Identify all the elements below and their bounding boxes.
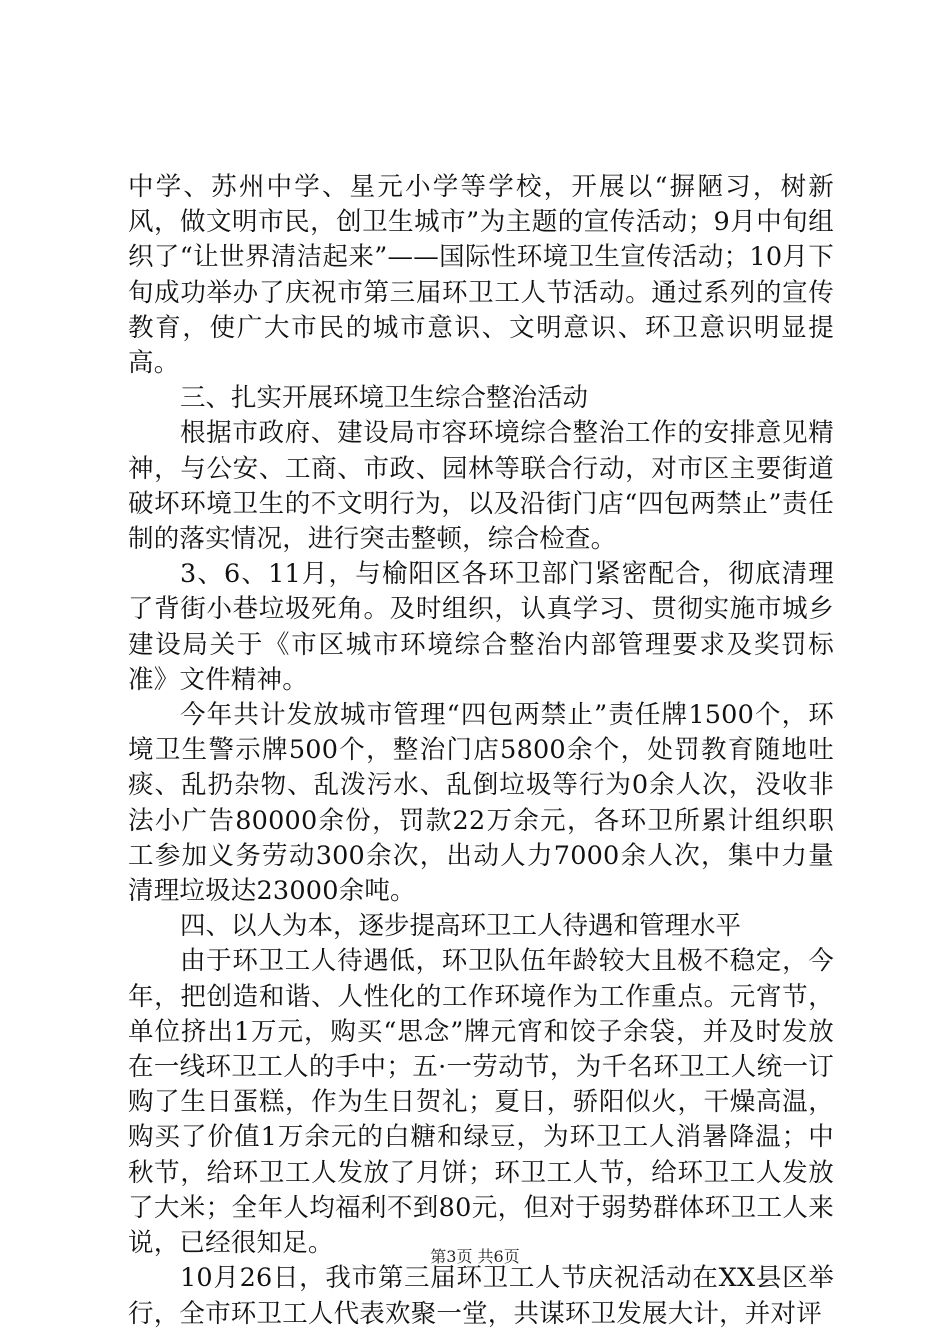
paragraph-welfare: 由于环卫工人待遇低，环卫队伍年龄较大且极不稳定，今年，把创造和谐、人性化的工作环境作为工作重点。元宵节，单位挤出1万元，购买“思念”牌元宵和饺子余袋，并及时发放在一线环卫工人的手中；五·一劳动节，为千名环卫工人统一订购了生日蛋糕，作为生日贺礼；夏日，骄阳似火，干燥高温，购买了价值1万余元的白糖和绿豆，为环卫工人消暑降温；中秋节，给环卫工人发放了月饼；环卫工人节，给环卫工人发放了大米；全年人均福利不到80元，但对于弱势群体环卫工人来说，已经很知足。 — [128, 946, 834, 1259]
paragraph-rectification: 根据市政府、建设局市容环境综合整治工作的安排意见精神，与公安、工商、市政、园林等联合行动，对市区主要街道破坏环境卫生的不文明行为，以及沿街门店“四包两禁止”责任制的落实情况，进行突击整顿，综合检查。 — [128, 418, 834, 555]
paragraph-cleanup: 3、6、11月，与榆阳区各环卫部门紧密配合，彻底清理了背街小巷垃圾死角。及时组织，认真学习、贯彻实施市城乡建设局关于《市区城市环境综合整治内部管理要求及奖罚标准》文件精神。 — [128, 559, 834, 695]
document-body — [128, 170, 834, 1332]
section-heading-four: 四、以人为本，逐步提高环卫工人待遇和管理水平 — [180, 911, 742, 942]
paragraph-festival: 10月26日，我市第三届环卫工人节庆祝活动在XX县区举行，全市环卫工人代表欢聚一堂，共谋环卫发展大计，并对评 — [128, 1263, 834, 1329]
page-number-footer: 第3页 共6页 — [430, 1247, 520, 1266]
paragraph-propaganda: 中学、苏州中学、星元小学等学校，开展以“摒陋习，树新风，做文明市民，创卫生城市”为主题的宣传活动；9月中旬组织了“让世界清洁起来”——国际性环境卫生宣传活动；10月下旬成功举办了庆祝市第三届环卫工人节活动。通过系列的宣传教育，使广大市民的城市意识、文明意识、环卫意识明显提高。 — [128, 172, 834, 379]
section-heading-three: 三、扎实开展环境卫生综合整治活动 — [180, 383, 589, 414]
paragraph-statistics: 今年共计发放城市管理“四包两禁止”责任牌1500个，环境卫生警示牌500个，整治门店5800余个，处罚教育随地吐痰、乱扔杂物、乱泼污水、乱倒垃圾等行为0余人次，没收非法小广告80000余份，罚款22万余元，各环卫所累计组织职工参加义务劳动300余次，出动人力7000余人次，集中力量清理垃圾达23000余吨。 — [128, 700, 834, 907]
